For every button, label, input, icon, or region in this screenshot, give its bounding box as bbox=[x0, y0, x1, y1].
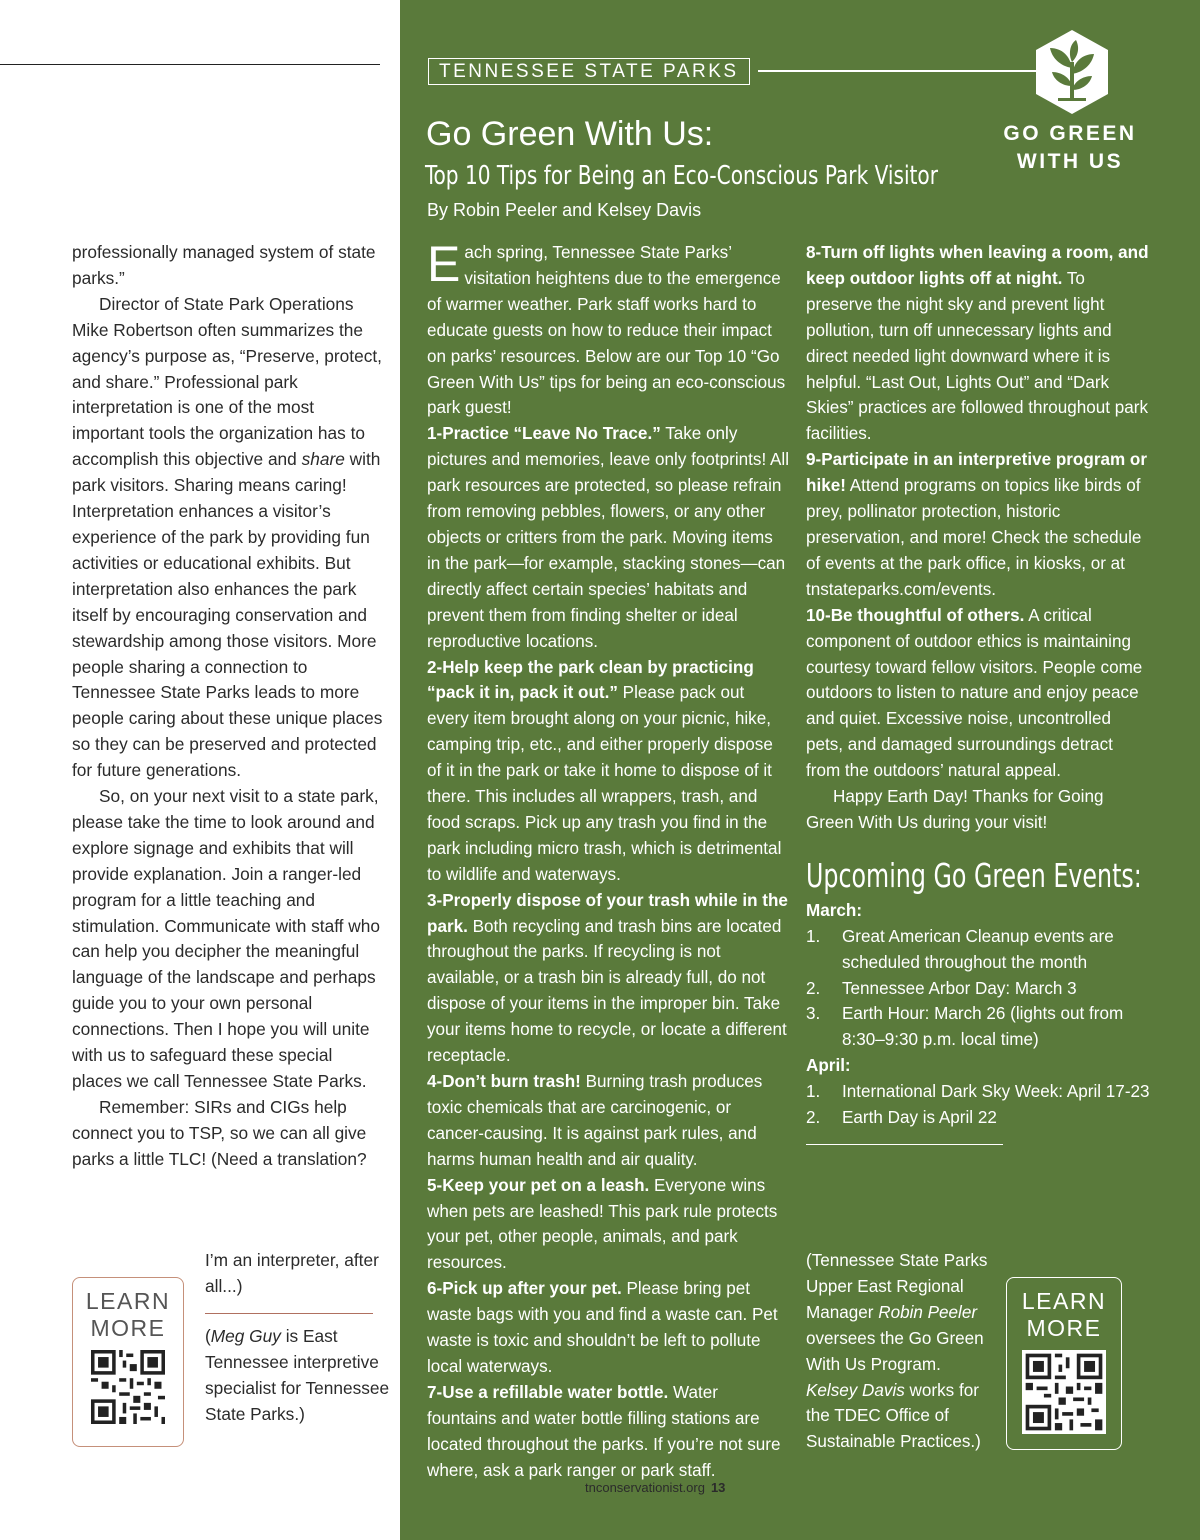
credit-name: Meg Guy bbox=[210, 1325, 281, 1346]
top-left-rule bbox=[0, 64, 380, 65]
credit-divider bbox=[205, 1313, 373, 1314]
tip-item bbox=[427, 655, 789, 888]
page-number: 13 bbox=[710, 1480, 726, 1495]
intro-paragraph bbox=[427, 236, 789, 421]
left-column bbox=[72, 240, 387, 1173]
leaf-sprout-icon bbox=[1032, 28, 1112, 116]
tip-item bbox=[427, 1173, 789, 1277]
tip-item bbox=[427, 1069, 789, 1173]
tip-text: Please bring pet waste bags with you and find a waste can. Pet waste is toxic and shouldn’t be left to pollute local waterways. bbox=[427, 1279, 778, 1376]
credit-open: ( bbox=[205, 1325, 211, 1346]
article-subtitle: Top 10 Tips for Being an Eco-Conscious Park Visitor bbox=[425, 161, 938, 191]
credit-rest: is East Tennessee interpretive specialist for Tennessee State Parks.) bbox=[205, 1325, 390, 1424]
left-emphasis: share bbox=[301, 449, 345, 470]
event-number: 1. bbox=[806, 1082, 821, 1102]
article-title: Go Green With Us: bbox=[426, 115, 714, 153]
note-part: (Tennessee State Parks Upper East Regional Manager bbox=[806, 1251, 988, 1322]
left-paragraph bbox=[72, 292, 387, 784]
tip-title: 8-Turn off lights when leaving a room, and keep outdoor lights off at night. bbox=[806, 243, 1149, 288]
tip-item bbox=[806, 240, 1151, 447]
authors-note bbox=[806, 1248, 996, 1455]
left-credit bbox=[205, 1248, 390, 1427]
left-text: Director of State Park Operations Mike Robertson often summarizes the agency’s purpose as, “Preserve, protect, and share.” Professional park interpretation is one of the most important tools the organization has to accomplish this objective and bbox=[72, 293, 382, 470]
tip-text: A critical component of outdoor ethics is maintaining courtesy toward fellow visitors. People come outdoors to listen to nature and enjoy peace and quiet. Excessive noise, uncontrolled pets, and damaged surroundings detract from the outdoors’ natural appeal. bbox=[806, 605, 1143, 781]
note-name: Kelsey Davis bbox=[806, 1380, 905, 1400]
header-rule bbox=[758, 70, 1040, 72]
tip-text: Everyone wins when pets are leashed! This park rule protects your pet, other people, animals, and park resources. bbox=[427, 1175, 778, 1273]
event-item bbox=[806, 1079, 1151, 1105]
green-article-panel bbox=[400, 0, 1200, 1540]
tip-item bbox=[427, 1380, 789, 1484]
tip-text: Take only pictures and memories, leave only footprints! All park resources are protected, so please refrain from removing pebbles, flowers, or any other objects or critters from the park. Moving items in the park—for example, stacking stones—can directly affect certain species’ habitats and prevent them from finding shelter or ideal reproductive locations. bbox=[427, 424, 789, 651]
left-paragraph: Remember: SIRs and CIGs help connect you to TSP, so we can all give parks a little TLC! (Need a translation? bbox=[72, 1096, 367, 1169]
closing-paragraph: Happy Earth Day! Thanks for Going Green With Us during your visit! bbox=[806, 787, 1104, 832]
tip-title: 9-Participate in an interpretive program or hike! bbox=[806, 450, 1148, 496]
month-label: March: bbox=[806, 900, 863, 920]
tip-text: Water fountains and water bottle filling stations are located throughout the parks. If you’re not sure where, ask a park ranger or park staff. bbox=[427, 1382, 781, 1480]
event-number: 1. bbox=[806, 926, 821, 946]
event-number: 2. bbox=[806, 978, 821, 998]
tip-title: 4-Don’t burn trash! bbox=[427, 1072, 581, 1091]
badge-line-1: GO GREEN bbox=[1003, 122, 1137, 145]
tip-title: 2-Help keep the park clean by practicing “pack it in, pack it out.” bbox=[427, 657, 754, 703]
note-part: works for the TDEC Office of Sustainable Practices.) bbox=[806, 1380, 981, 1452]
tip-title: 5-Keep your pet on a leash. bbox=[427, 1175, 650, 1195]
left-paragraph: So, on your next visit to a state park, please take the time to look around and explore signage and exhibits that will provide explanation. Join a ranger-led program for a little teaching and stimulation. Communicate with staff who can help you decipher the meaningful language of the landscape and perhaps guide you to your own personal connections. Then I hope you will unite with us to safeguard these special places we call Tennessee State Parks. bbox=[72, 786, 380, 1091]
event-text: Great American Cleanup events are scheduled throughout the month bbox=[842, 926, 1114, 972]
event-item bbox=[806, 1001, 1151, 1053]
author-credit bbox=[205, 1324, 390, 1428]
intro-text: ach spring, Tennessee State Parks’ visitation heightens due to the emergence of warmer weather. Park staff works hard to educate guests on how to reduce their impact on parks’ resources. Below are our Top 10 “Go Green With Us” tips for being an eco-conscious park guest! bbox=[427, 243, 786, 418]
tip-text: Attend programs on topics like birds of prey, pollinator protection, historic preservation, and more! Check the schedule of events at the park office, in kiosks, or at tnstateparks.com/events. bbox=[806, 476, 1142, 599]
learn-more-label: LEARN MORE bbox=[1021, 1288, 1107, 1341]
left-paragraph: professionally managed system of state parks.” bbox=[72, 242, 376, 288]
tip-title: 3-Properly dispose of your trash while in the park. bbox=[427, 890, 788, 936]
tip-title: 7-Use a refillable water bottle. bbox=[427, 1382, 669, 1402]
note-name: Robin Peeler bbox=[878, 1302, 978, 1322]
section-label: TENNESSEE STATE PARKS bbox=[428, 58, 750, 85]
note-part: oversees the Go Green With Us Program. bbox=[806, 1328, 984, 1374]
tip-item bbox=[427, 421, 789, 654]
month-label: April: bbox=[806, 1056, 851, 1076]
tip-text: Both recycling and trash bins are located throughout the parks. If recycling is not available, or a trash bin is already full, do not dispose of your items in the improper bin. Take your items home to recycle, or locate a different receptacle. bbox=[427, 916, 787, 1066]
learn-more-qr-right[interactable] bbox=[1006, 1277, 1122, 1450]
event-item bbox=[806, 924, 1151, 976]
tip-item bbox=[806, 603, 1151, 784]
tip-text: Burning trash produces toxic chemicals that are carcinogenic, or cancer-causing. It is against park rules, and harms human health and air quality. bbox=[427, 1072, 763, 1169]
event-number: 3. bbox=[806, 1004, 821, 1024]
tip-title: 1-Practice “Leave No Trace.” bbox=[427, 424, 661, 444]
event-item bbox=[806, 976, 1151, 1002]
learn-more-label: LEARN MORE bbox=[85, 1288, 171, 1341]
event-item bbox=[806, 1105, 1151, 1131]
tip-item bbox=[427, 888, 789, 1069]
left-text: with park visitors. Sharing means caring! Interpretation enhances a visitor’s experience of the park by providing fun activities or educational exhibits. But interpretation also enhances the park itself by encouraging conservation and stewardship among those visitors. More people sharing a connection to Tennessee State Parks leads to more people caring about these unique places so they can be preserved and protected for future generations. bbox=[72, 449, 383, 781]
tip-text: Please pack out every item brought along on your picnic, hike, camping trip, etc., and either properly dispose of it in the park or take it home to dispose of it there. This includes all wrappers, trash, and food scraps. Pick up any trash you find in the park including micro trash, which is detrimental to wildlife and waterways. bbox=[427, 683, 782, 884]
event-number: 2. bbox=[806, 1108, 821, 1128]
event-text: International Dark Sky Week: April 17-23 bbox=[842, 1082, 1150, 1102]
event-text: Tennessee Arbor Day: March 3 bbox=[842, 978, 1077, 998]
tip-text: To preserve the night sky and prevent light pollution, turn off unnecessary lights and direct needed light downward where it is helpful. “Last Out, Lights Out” and “Dark Skies” practices are followed throughout park facilities. bbox=[806, 268, 1149, 444]
article-byline: By Robin Peeler and Kelsey Davis bbox=[427, 200, 702, 220]
event-text: Earth Day is April 22 bbox=[842, 1108, 997, 1128]
drop-cap: E bbox=[427, 236, 461, 292]
badge-line-2: WITH US bbox=[1016, 150, 1124, 173]
article-column-a bbox=[427, 236, 789, 1484]
tip-title: 10-Be thoughtful of others. bbox=[806, 605, 1025, 625]
article-column-b bbox=[806, 240, 1151, 1155]
authors-note-text bbox=[806, 1248, 996, 1455]
events-heading: Upcoming Go Green Events: bbox=[806, 855, 1142, 895]
qr-code-icon bbox=[91, 1350, 165, 1424]
qr-code-icon bbox=[1022, 1350, 1106, 1434]
tip-item bbox=[806, 447, 1151, 602]
tip-title: 6-Pick up after your pet. bbox=[427, 1279, 622, 1299]
footer-site: tnconservationist.org bbox=[585, 1480, 705, 1495]
page-footer bbox=[585, 1480, 725, 1496]
tip-item bbox=[427, 1276, 789, 1380]
events-divider bbox=[806, 1144, 1003, 1145]
left-paragraph-end: I’m an interpreter, after all...) bbox=[205, 1250, 379, 1296]
badge-label bbox=[990, 120, 1150, 176]
event-text: Earth Hour: March 26 (lights out from 8:30–9:30 p.m. local time) bbox=[842, 1004, 1124, 1050]
learn-more-qr-left[interactable] bbox=[72, 1277, 184, 1447]
